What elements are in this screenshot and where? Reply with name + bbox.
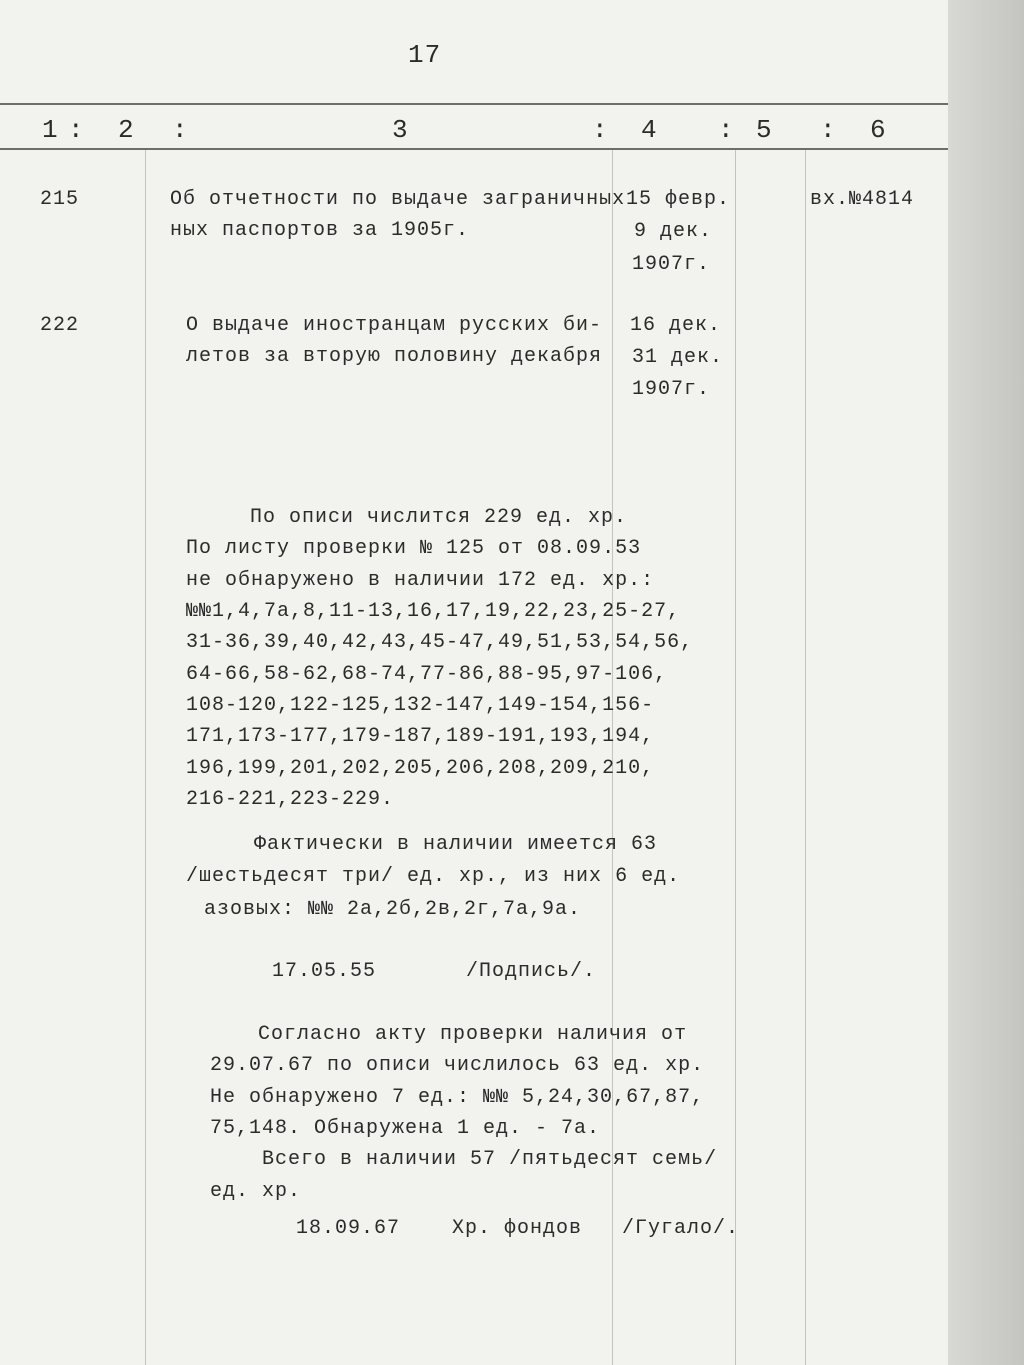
certification-line: 108-120,122-125,132-147,149-154,156- [186, 694, 655, 717]
row-title-line: Об отчетности по выдаче заграничных [170, 188, 626, 211]
column-divider [735, 150, 736, 1365]
column-number-5: 5 [756, 115, 773, 145]
row-date-line: 31 дек. [632, 346, 724, 369]
column-separator: : [718, 115, 735, 145]
page-number: 17 [408, 40, 442, 70]
column-divider [145, 150, 146, 1365]
act-line: 29.07.67 по описи числилось 63 ед. хр. [210, 1054, 705, 1077]
act-line: ед. хр. [210, 1180, 302, 1203]
act-signature: /Гугало/. [622, 1217, 740, 1240]
column-separator: : [592, 115, 609, 145]
column-separator: : [68, 115, 85, 145]
row-date-line: 1907г. [632, 253, 711, 276]
act-line: Согласно акту проверки наличия от [258, 1023, 688, 1046]
fact-line: /шестьдесят три/ ед. хр., из них 6 ед. [186, 865, 681, 888]
certification-line: №№1,4,7а,8,11-13,16,17,19,22,23,25-27, [186, 600, 681, 623]
certification-line: 31-36,39,40,42,43,45-47,49,51,53,54,56, [186, 631, 694, 654]
row-title-line: О выдаче иностранцам русских би- [186, 314, 603, 337]
column-separator: : [172, 115, 189, 145]
row-title-line: летов за вторую половину декабря [186, 345, 603, 368]
column-number-1: 1 [42, 115, 59, 145]
certification-line: 64-66,58-62,68-74,77-86,88-95,97-106, [186, 663, 668, 686]
certification-line: 196,199,201,202,205,206,208,209,210, [186, 757, 655, 780]
act-line: Всего в наличии 57 /пятьдесят семь/ [262, 1148, 718, 1171]
row-number: 215 [40, 188, 80, 211]
act-date: 18.09.67 [296, 1217, 401, 1240]
certification-date: 17.05.55 [272, 960, 377, 983]
certification-line: 216-221,223-229. [186, 788, 395, 811]
fact-line: азовых: №№ 2а,2б,2в,2г,7а,9а. [204, 898, 582, 921]
certification-line: 171,173-177,179-187,189-191,193,194, [186, 725, 655, 748]
header-top-rule [0, 103, 948, 105]
column-separator: : [820, 115, 837, 145]
column-number-2: 2 [118, 115, 135, 145]
row-number: 222 [40, 314, 80, 337]
fact-line: Фактически в наличии имеется 63 [254, 833, 658, 856]
column-number-4: 4 [641, 115, 658, 145]
act-position: Хр. фондов [452, 1217, 583, 1240]
column-number-6: 6 [870, 115, 887, 145]
row-title-line: ных паспортов за 1905г. [170, 219, 470, 242]
row-note: вх.№4814 [810, 188, 915, 211]
certification-line: По описи числится 229 ед. хр. [250, 506, 628, 529]
row-date-line: 1907г. [632, 378, 711, 401]
act-line: Не обнаружено 7 ед.: №№ 5,24,30,67,87, [210, 1086, 705, 1109]
certification-line: По листу проверки № 125 от 08.09.53 [186, 537, 642, 560]
certification-signature: /Подпись/. [466, 960, 597, 983]
act-line: 75,148. Обнаружена 1 ед. - 7а. [210, 1117, 601, 1140]
certification-line: не обнаружено в наличии 172 ед. хр.: [186, 569, 655, 592]
row-date-line: 15 февр. [626, 188, 731, 211]
column-divider [805, 150, 806, 1365]
row-date-line: 16 дек. [630, 314, 722, 337]
row-date-line: 9 дек. [634, 220, 713, 243]
next-page-edge [948, 0, 1024, 1365]
header-bottom-rule [0, 148, 948, 150]
column-number-3: 3 [392, 115, 409, 145]
